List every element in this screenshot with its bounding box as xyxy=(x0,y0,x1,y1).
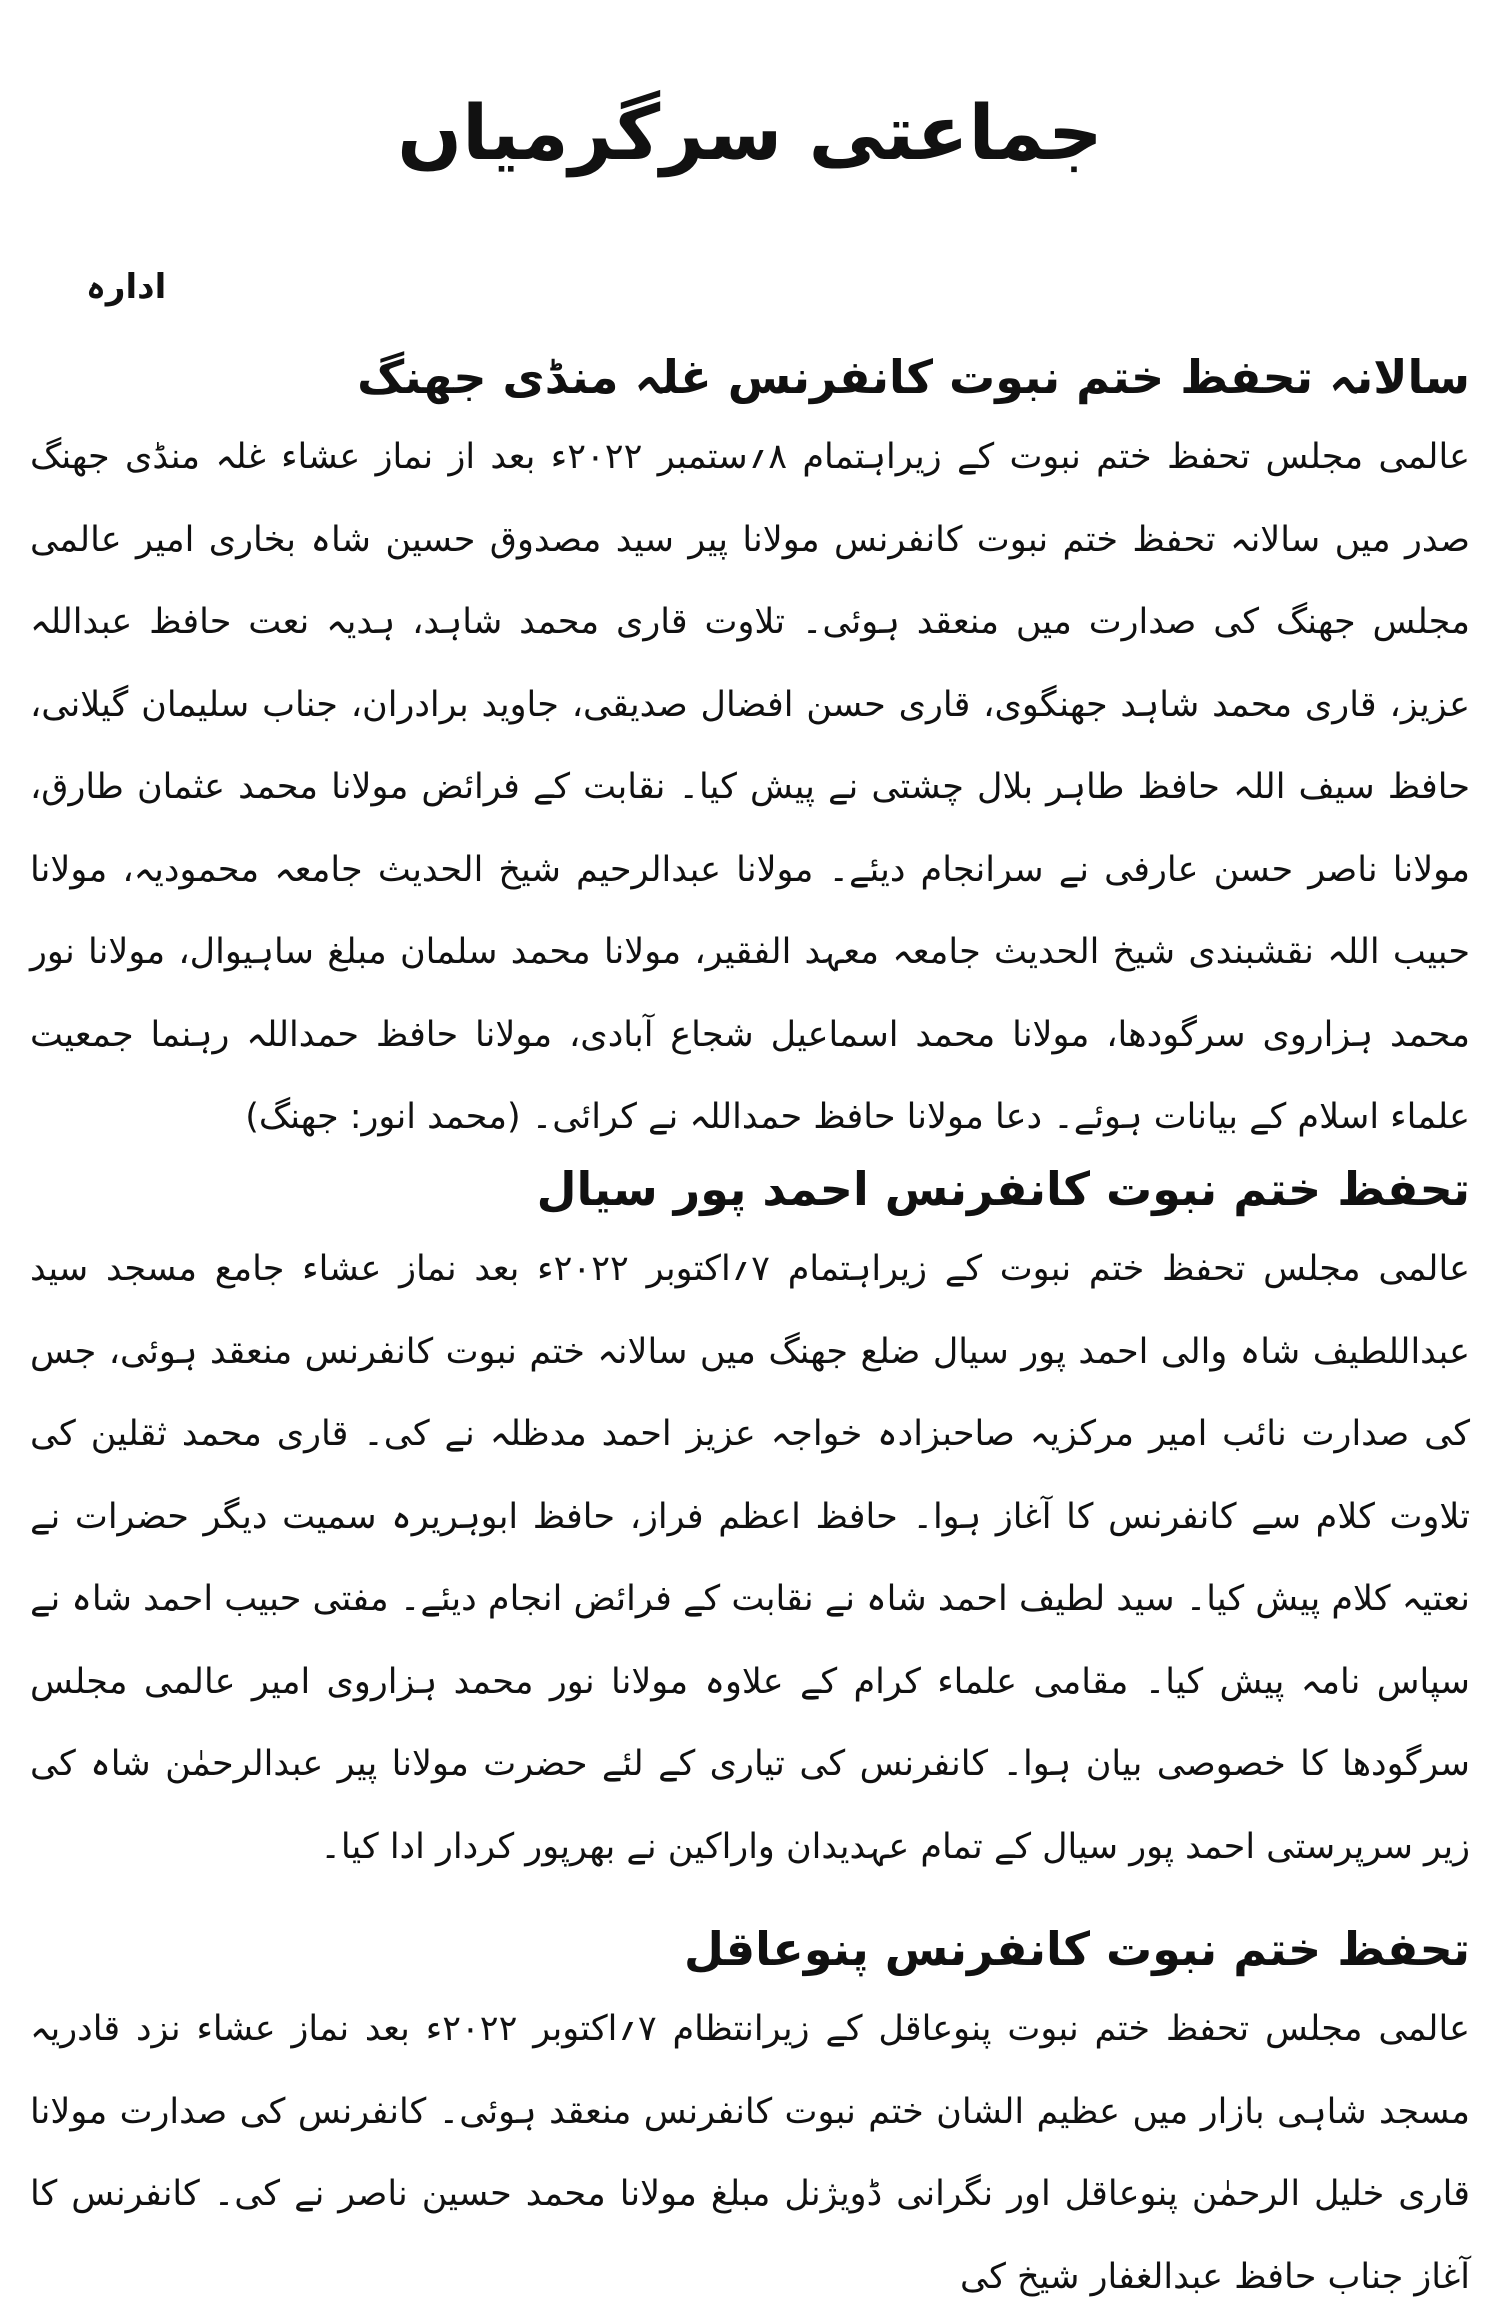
byline: ادارہ xyxy=(86,267,167,307)
section-heading: تحفظ ختم نبوت کانفرنس پنوعاقل xyxy=(683,1922,1470,1976)
section-pano-aqil-conference xyxy=(30,1910,1470,2318)
section-ahmedpur-sial-conference xyxy=(30,1150,1470,1888)
section-body: عالمی مجلس تحفظ ختم نبوت کے زیراہتمام ۷؍اکتوبر ۲۰۲۲ء بعد نماز عشاء جامع مسجد سید عبداللطیف شاہ والی احمد پور سیال ضلع جھنگ میں سالانہ ختم نبوت کانفرنس منعقد ہوئی، جس کی صدارت نائب امیر مرکزیہ صاحبزادہ خواجہ عزیز احمد مدظلہ نے کی۔ قاری محمد ثقلین کی تلاوت کلام سے کانفرنس کا آغاز ہوا۔ حافظ اعظم فراز، حافظ ابوہریرہ سمیت دیگر حضرات نے نعتیہ کلام پیش کیا۔ سید لطیف احمد شاہ نے نقابت کے فرائض انجام دیئے۔ مفتی حبیب احمد شاہ نے سپاس نامہ پیش کیا۔ مقامی علماء کرام کے علاوہ مولانا نور محمد ہزاروی امیر عالمی مجلس سرگودھا کا خصوصی بیان ہوا۔ کانفرنس کی تیاری کے لئے حضرت مولانا پیر عبدالرحمٰن شاہ کی زیر سرپرستی احمد پور سیال کے تمام عہدیدان واراکین نے بھرپور کردار ادا کیا۔ xyxy=(30,1249,1470,1867)
section-jhang-conference xyxy=(30,338,1470,1159)
section-body: عالمی مجلس تحفظ ختم نبوت پنوعاقل کے زیرانتظام ۷؍اکتوبر ۲۰۲۲ء بعد نماز عشاء نزد قادریہ مسجد شاہی بازار میں عظیم الشان ختم نبوت کانفرنس منعقد ہوئی۔ کانفرنس کی صدارت مولانا قاری خلیل الرحمٰن پنوعاقل اور نگرانی ڈویژنل مبلغ مولانا محمد حسین ناصر نے کی۔ کانفرنس کا آغاز جناب حافظ عبدالغفار شیخ کی xyxy=(30,2009,1471,2297)
section-heading: سالانہ تحفظ ختم نبوت کانفرنس غلہ منڈی جھنگ xyxy=(357,350,1470,404)
section-heading: تحفظ ختم نبوت کانفرنس احمد پور سیال xyxy=(536,1162,1470,1216)
page-title: جماعتی سرگرمیاں xyxy=(397,88,1103,177)
section-body: عالمی مجلس تحفظ ختم نبوت کے زیراہتمام ۸؍ستمبر ۲۰۲۲ء بعد از نماز عشاء غلہ منڈی جھنگ صدر میں سالانہ تحفظ ختم نبوت کانفرنس مولانا پیر سید مصدوق حسین شاہ بخاری امیر عالمی مجلس جھنگ کی صدارت میں منعقد ہوئی۔ تلاوت قاری محمد شاہد، ہدیہ نعت حافظ عبداللہ عزیز، قاری محمد شاہد جھنگوی، قاری حسن افضال صدیقی، جاوید برادران، جناب سلیمان گیلانی، حافظ سیف اللہ حافظ طاہر بلال چشتی نے پیش کیا۔ نقابت کے فرائض مولانا محمد عثمان طارق، مولانا ناصر حسن عارفی نے سرانجام دیئے۔ مولانا عبدالرحیم شیخ الحدیث جامعہ محمودیہ، مولانا حبیب اللہ نقشبندی شیخ الحدیث جامعہ معہد الفقیر، مولانا محمد سلمان مبلغ ساہیوال، مولانا نور محمد ہزاروی سرگودھا، مولانا محمد اسماعیل شجاع آبادی، مولانا حافظ حمداللہ رہنما جمعیت علماء اسلام کے بیانات ہوئے۔ دعا مولانا حافظ حمداللہ نے کرائی۔ (محمد انور: جھنگ) xyxy=(30,437,1470,1137)
